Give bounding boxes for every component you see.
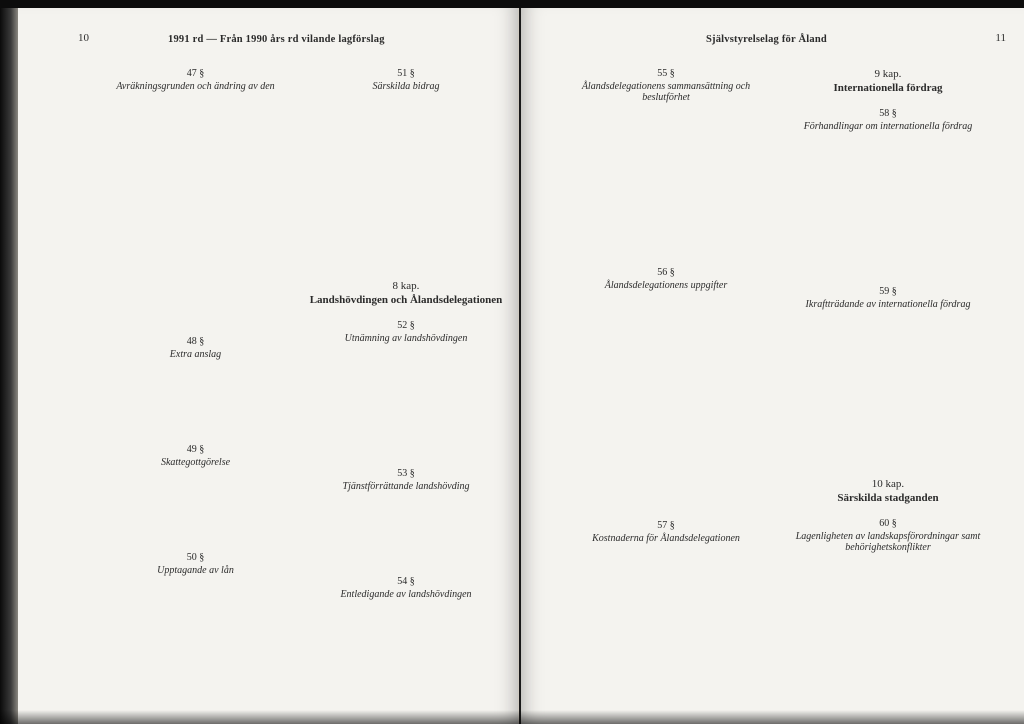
right-page — [521, 8, 1024, 724]
section-title: Upptagande av lån — [157, 565, 234, 576]
page-number: 11 — [995, 32, 1006, 44]
section-number: 56 § — [657, 267, 675, 278]
chapter-title: Särskilda stadganden — [837, 492, 939, 504]
right-column-2 — [783, 68, 993, 704]
section-number: 51 § — [397, 68, 415, 79]
section-title: Extra anslag — [169, 349, 222, 360]
section-number: 57 § — [657, 520, 675, 531]
chapter-title: Internationella fördrag — [833, 82, 943, 94]
right-column-1 — [561, 68, 771, 704]
section-title: Särskilda bidrag — [372, 81, 440, 92]
section-title: Kostnaderna för Ålandsdelegationen — [592, 533, 740, 544]
section-title: Lagenligheten av landskapsförordningar samt behörighetskonflikter — [795, 531, 981, 553]
section-title: Skattegottgörelse — [160, 457, 231, 468]
section-number: 52 § — [397, 320, 415, 331]
chapter-number: 8 kap. — [392, 280, 420, 292]
section-title: Utnämning av landshövdingen — [344, 333, 468, 344]
page-number: 10 — [78, 32, 89, 44]
section-number: 59 § — [879, 286, 897, 297]
section-number: 50 § — [186, 552, 205, 563]
section-title: Avräkningsgrunden och ändring av den — [116, 81, 275, 92]
section-number: 54 § — [397, 576, 415, 587]
left-column-2 — [306, 68, 506, 704]
chapter-number: 9 kap. — [874, 68, 902, 80]
left-column-1 — [88, 68, 303, 704]
scan-shadow — [0, 710, 1024, 724]
section-number: 47 § — [186, 68, 205, 79]
section-title: Ålandsdelegationens sammansättning och beslutförhet — [581, 81, 751, 103]
chapter-title: Landshövdingen och Ålandsdelegationen — [309, 294, 503, 306]
section-title: Entledigande av landshövdingen — [340, 589, 472, 600]
left-page — [18, 8, 519, 724]
section-number: 53 § — [397, 468, 415, 479]
section-number: 48 § — [186, 336, 205, 347]
section-title: Ikraftträdande av internationella fördrag — [805, 299, 971, 310]
section-number: 60 § — [879, 518, 897, 529]
page-edge — [0, 8, 18, 724]
chapter-number: 10 kap. — [871, 478, 905, 490]
section-number: 58 § — [879, 108, 897, 119]
running-head: 1991 rd — Från 1990 års rd vilande lagförslag — [168, 34, 385, 45]
section-title: Ålandsdelegationens uppgifter — [604, 280, 728, 291]
scan-border — [0, 0, 1024, 8]
section-number: 49 § — [186, 444, 205, 455]
section-title: Förhandlingar om internationella fördrag — [803, 121, 973, 132]
section-number: 55 § — [657, 68, 675, 79]
section-title: Tjänstförrättande landshövding — [342, 481, 470, 492]
running-head: Självstyrelselag för Åland — [706, 34, 827, 45]
